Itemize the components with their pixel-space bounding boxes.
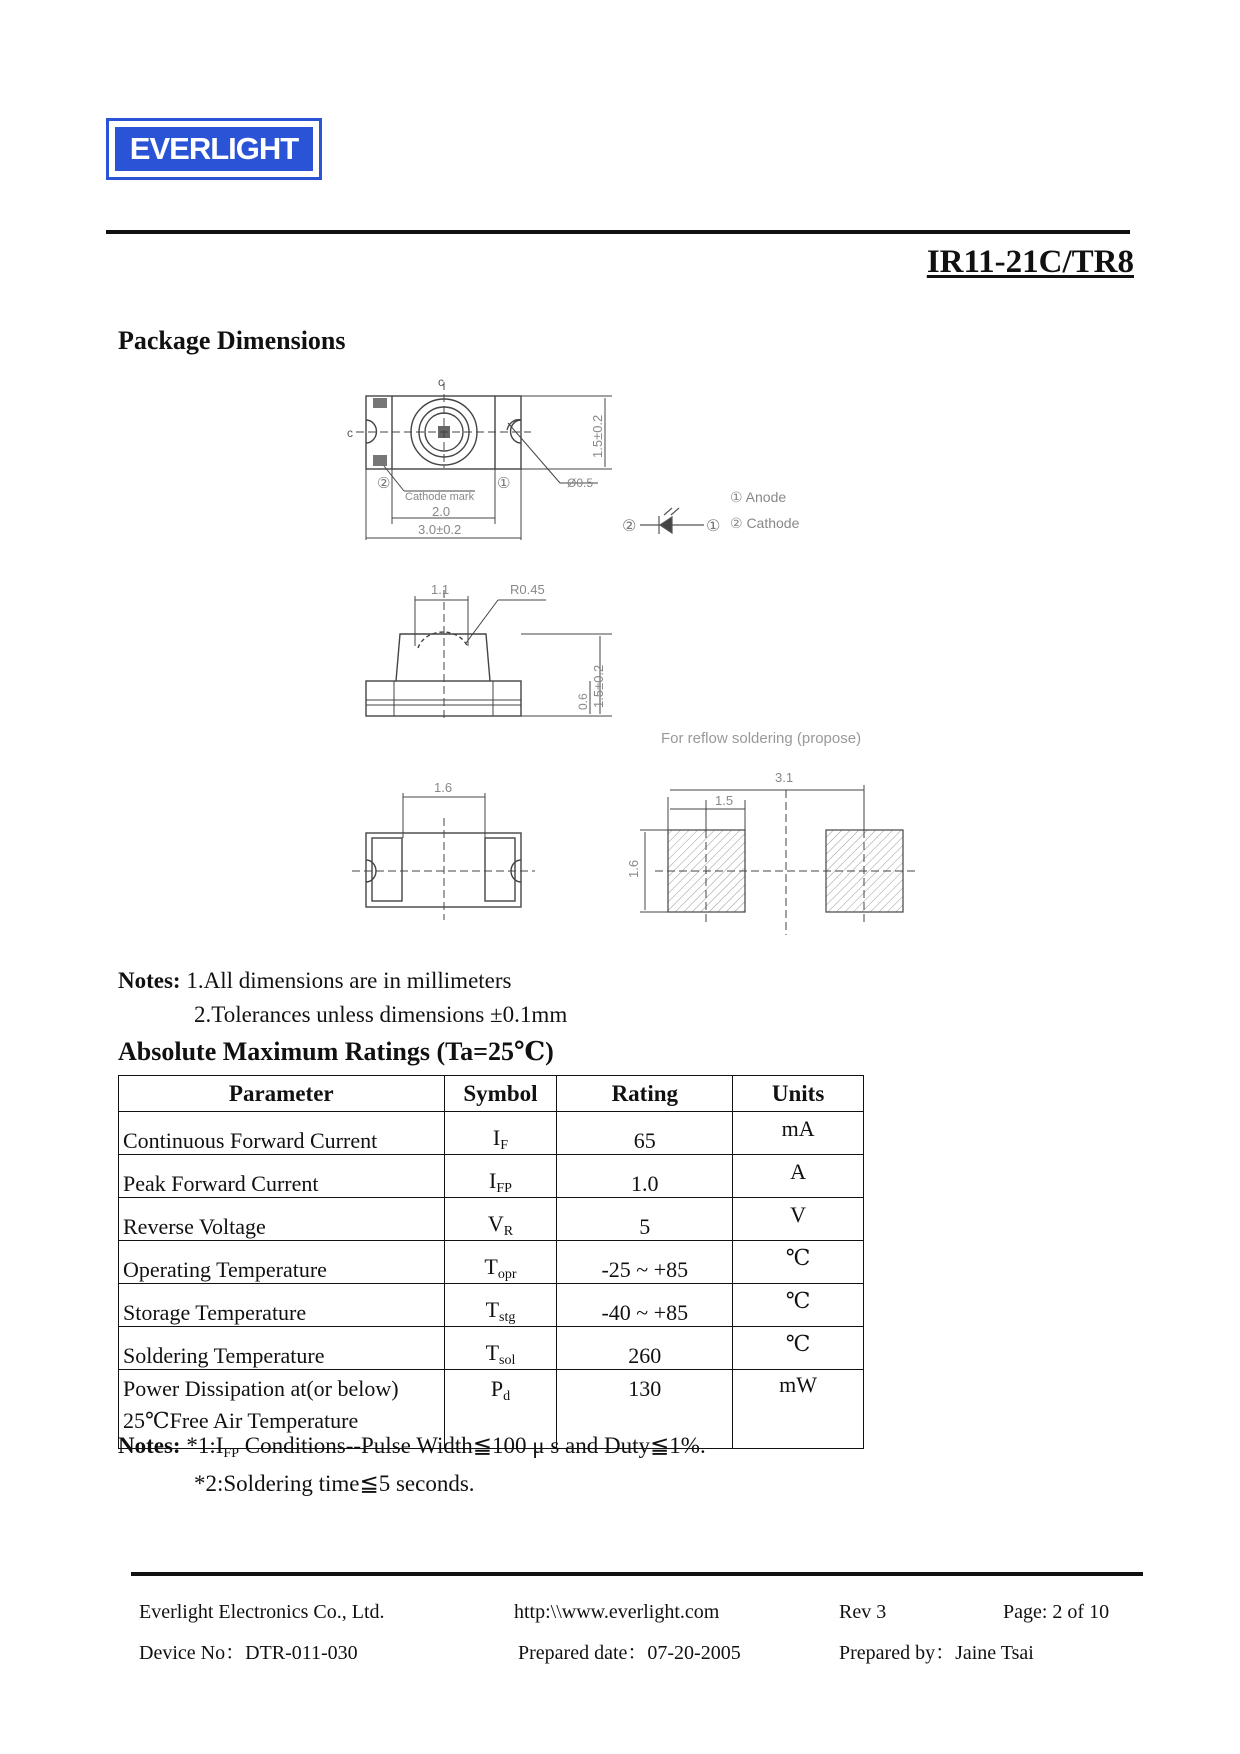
unit-cell: mA (733, 1112, 864, 1155)
pin2-top-label: ② (377, 475, 391, 492)
dim-1-1-label: 1.1 (431, 582, 450, 597)
rating-cell: 1.0 (557, 1155, 733, 1198)
header-parameter: Parameter (119, 1076, 445, 1112)
note-soldering-time: *2:Soldering time≦5 seconds. (194, 1471, 475, 1496)
footer-device-no: Device No：DTR-011-030 (139, 1642, 358, 1664)
logo-text: EVERLIGHT (113, 125, 315, 173)
package-dimensions-title: Package Dimensions (118, 326, 346, 355)
symbol-cell: $V_R$ (444, 1198, 557, 1241)
symbol-cell: $I_F$ (444, 1112, 557, 1155)
table-row (119, 1112, 864, 1155)
symbol-cell: $T_{opr}$ (444, 1241, 557, 1284)
footer-rev: Rev 3 (839, 1601, 887, 1623)
dim-1-6-pad-label: 1.6 (626, 859, 641, 878)
parameter-cell: Storage Temperature (119, 1284, 445, 1327)
dim-3-0-label: 3.0±0.2 (418, 522, 462, 537)
rating-cell: -25 ~ +85 (557, 1241, 733, 1284)
notes-label: Notes: (118, 1433, 181, 1458)
table-row (119, 1241, 864, 1284)
note-line-1: 1.All dimensions are in millimeters (186, 968, 512, 993)
center-mark-top: c (438, 375, 444, 389)
center-mark-left: c (347, 426, 353, 440)
symbol-cell: $T_{stg}$ (444, 1284, 557, 1327)
unit-cell: V (733, 1198, 864, 1241)
header-rule (106, 230, 1130, 234)
parameter-cell: Power Dissipation at(or below) 25℃Free Air Temperature (119, 1370, 445, 1449)
rating-cell: 260 (557, 1327, 733, 1370)
cathode-mark-label: Cathode mark (405, 491, 475, 503)
dim-2-0-label: 2.0 (432, 504, 451, 519)
reflow-title: For reflow soldering (propose) (661, 730, 862, 747)
symbol-cell: $T_{sol}$ (444, 1327, 557, 1370)
pin1-top-label: ① (497, 475, 511, 492)
ratings-title: Absolute Maximum Ratings (Ta=25℃) (118, 1037, 554, 1066)
dim-1-5-label: 1.5 (715, 793, 734, 808)
dim-3-1-label: 3.1 (775, 770, 794, 785)
notes-ratings: Notes: $*1:I_{FP}$ Conditions--Pulse Width≦100 μ s and Duty≦1%. (118, 1433, 706, 1461)
unit-cell: ℃ (733, 1327, 864, 1370)
rating-cell: -40 ~ +85 (557, 1284, 733, 1327)
unit-cell: ℃ (733, 1241, 864, 1284)
parameter-cell: Operating Temperature (119, 1241, 445, 1284)
everlight-logo (106, 118, 322, 180)
notes-label: Notes: (118, 968, 181, 993)
legend-cathode: ② Cathode (730, 515, 800, 531)
parameter-cell: Peak Forward Current (119, 1155, 445, 1198)
legend-anode: ① Anode (730, 489, 787, 505)
header-rating: Rating (557, 1076, 733, 1112)
dim-side-height-label: 1.5±0.2 (591, 664, 606, 708)
footer-url[interactable]: http:\\www.everlight.com (514, 1601, 720, 1623)
rating-cell: 130 (557, 1370, 733, 1449)
footer-page: Page: 2 of 10 (1003, 1601, 1110, 1623)
rating-cell: 5 (557, 1198, 733, 1241)
footer-rule (131, 1572, 1143, 1576)
table-row (119, 1284, 864, 1327)
table-row (119, 1155, 864, 1198)
schematic-pin2: ② (622, 518, 637, 535)
footer-prepared-date: Prepared date：07-20-2005 (518, 1642, 741, 1664)
dim-hole-label: Ø0.5 (567, 476, 594, 490)
header-symbol: Symbol (444, 1076, 557, 1112)
parameter-cell: Continuous Forward Current (119, 1112, 445, 1155)
notes-dimensions (118, 968, 512, 994)
note-line-2: 2.Tolerances unless dimensions ±0.1mm (194, 1002, 568, 1027)
schematic-pin1: ① (706, 518, 721, 535)
dim-r045-label: R0.45 (510, 582, 545, 597)
unit-cell: A (733, 1155, 864, 1198)
symbol-cell: $P_d$ (444, 1370, 557, 1449)
part-number: IR11-21C/TR8 (926, 244, 1134, 280)
package-drawing (340, 368, 920, 943)
dim-height-top-label: 1.5±0.2 (590, 414, 605, 458)
table-row (119, 1198, 864, 1241)
rating-cell: 65 (557, 1112, 733, 1155)
dim-1-6-bottom-label: 1.6 (434, 780, 453, 795)
unit-cell: mW (733, 1370, 864, 1449)
symbol-cell: $I_{FP}$ (444, 1155, 557, 1198)
ratings-header-row (119, 1076, 864, 1112)
parameter-cell: Soldering Temperature (119, 1327, 445, 1370)
unit-cell: ℃ (733, 1284, 864, 1327)
table-row (119, 1327, 864, 1370)
dim-0-6-label: 0.6 (576, 693, 590, 710)
ratings-table (118, 1075, 864, 1449)
footer-prepared-by: Prepared by：Jaine Tsai (839, 1642, 1034, 1664)
parameter-cell: Reverse Voltage (119, 1198, 445, 1241)
header-units: Units (733, 1076, 864, 1112)
footer-company: Everlight Electronics Co., Ltd. (139, 1601, 385, 1623)
